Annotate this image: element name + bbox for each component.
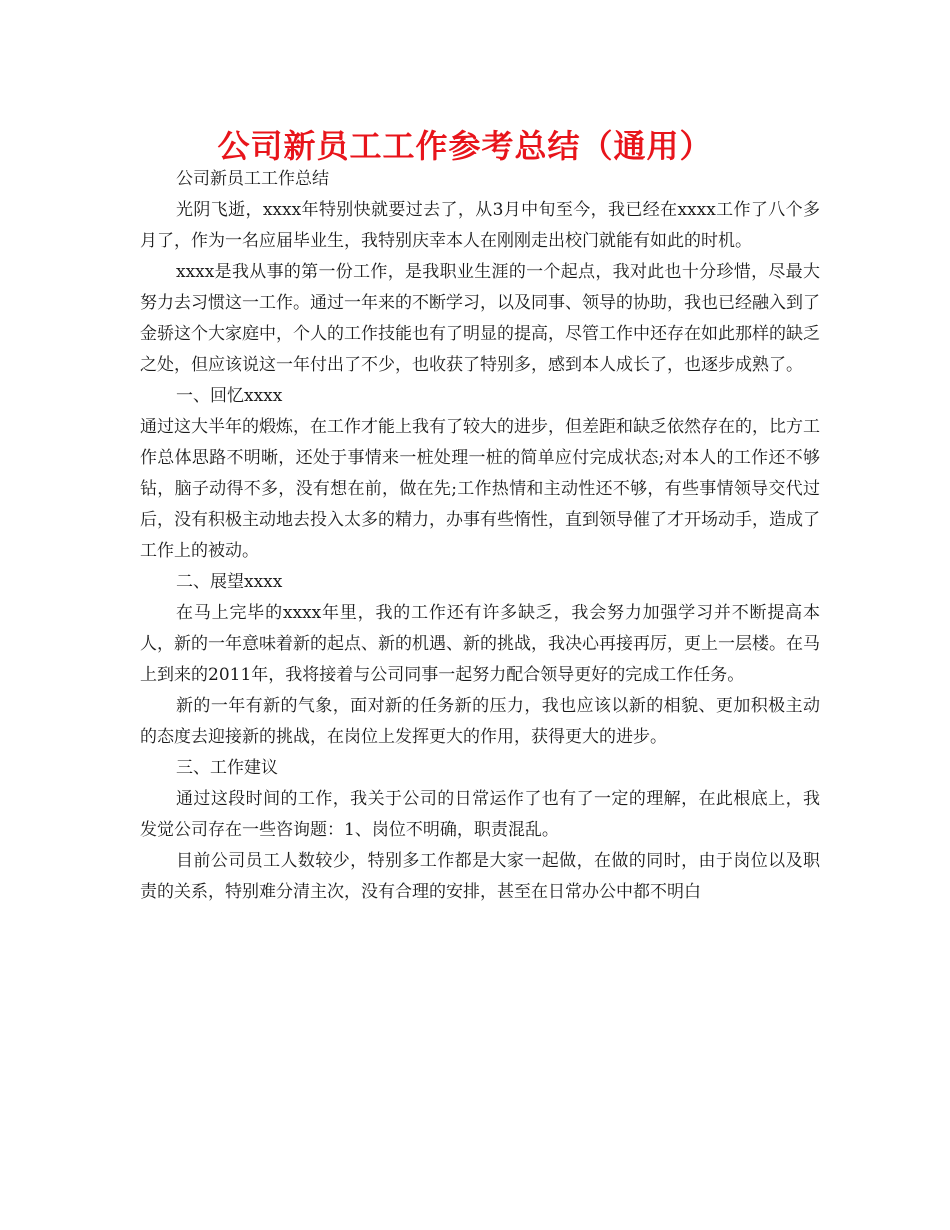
document-body	[140, 164, 820, 908]
document-title: 公司新员工工作参考总结（通用）	[217, 127, 713, 165]
subtitle: 公司新员工工作总结	[176, 169, 329, 189]
section-heading-review: 一、回忆xxxx	[176, 386, 283, 406]
paragraph: 新的一年有新的气象，面对新的任务新的压力，我也应该以新的相貌、更加积极主动的态度去迎接新的挑战，在岗位上发挥更大的作用，获得更大的进步。	[140, 696, 820, 747]
section-heading-outlook: 二、展望xxxx	[176, 572, 283, 592]
paragraph: 在马上完毕的xxxx年里，我的工作还有许多缺乏，我会努力加强学习并不断提高本人，新的一年意味着新的起点、新的机遇、新的挑战，我决心再接再厉，更上一层楼。在马上到来的2011年，我将接着与公司同事一起努力配合领导更好的完成工作任务。	[140, 603, 820, 685]
paragraph: 目前公司员工人数较少，特别多工作都是大家一起做，在做的同时，由于岗位以及职责的关系，特别难分清主次，没有合理的安排，甚至在日常办公中都不明白	[140, 851, 820, 902]
paragraph: xxxx是我从事的第一份工作，是我职业生涯的一个起点，我对此也十分珍惜，尽最大努力去习惯这一工作。通过一年来的不断学习，以及同事、领导的协助，我也已经融入到了金骄这个大家庭中，个人的工作技能也有了明显的提高，尽管工作中还存在如此那样的缺乏之处，但应该说这一年付出了不少，也收获了特别多，感到本人成长了，也逐步成熟了。	[140, 262, 820, 375]
paragraph: 通过这段时间的工作，我关于公司的日常运作了也有了一定的理解，在此根底上，我发觉公司存在一些咨询题：1、岗位不明确，职责混乱。	[140, 789, 820, 840]
paragraph: 光阴飞逝，xxxx年特别快就要过去了，从3月中旬至今，我已经在xxxx工作了八个多月了，作为一名应届毕业生，我特别庆幸本人在刚刚走出校门就能有如此的时机。	[140, 200, 820, 251]
section-heading-suggestions: 三、工作建议	[176, 758, 278, 778]
paragraph: 通过这大半年的煅炼，在工作才能上我有了较大的进步，但差距和缺乏依然存在的，比方工作总体思路不明晰，还处于事情来一桩处理一桩的简单应付完成状态;对本人的工作还不够钻，脑子动得不多，没有想在前，做在先;工作热情和主动性还不够，有些事情领导交代过后，没有积极主动地去投入太多的精力，办事有些惰性，直到领导催了才开场动手，造成了工作上的被动。	[140, 417, 820, 561]
